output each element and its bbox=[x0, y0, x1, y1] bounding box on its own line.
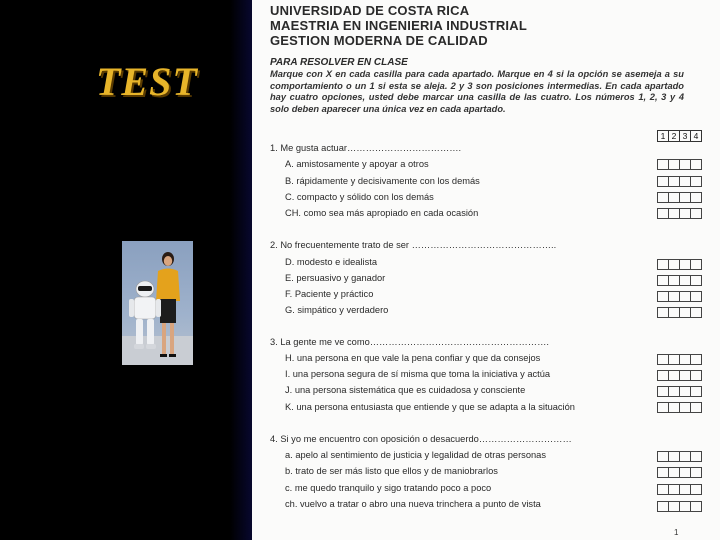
option-label: b. trato de ser más listo que ellos y de maniobrarlos bbox=[285, 466, 498, 476]
option-label: K. una persona entusiasta que entiende y que se adapta a la situación bbox=[285, 402, 575, 412]
option-label: A. amistosamente y apoyar a otros bbox=[285, 159, 429, 169]
rating-boxes[interactable] bbox=[657, 176, 702, 187]
option-label: CH. como sea más apropiado en cada ocasión bbox=[285, 208, 479, 218]
instructions-text: Marque con X en cada casilla para cada apartado. Marque en 4 si la opción se asemeja a su comportamiento o un 1 si esta se aleja. 2 y 3 son posiciones intermedias. En cada apartado hay cuatro opciones, usted debe marcar una casilla de las cuatro. Los números 1, 2, 3 y 4 solo deben aparecer una única vez en cada apartado. bbox=[270, 69, 684, 114]
rating-boxes[interactable] bbox=[657, 370, 702, 381]
option-label: B. rápidamente y decisivamente con los demás bbox=[285, 176, 480, 186]
course-heading: GESTION MODERNA DE CALIDAD bbox=[270, 33, 488, 48]
rating-boxes[interactable] bbox=[657, 208, 702, 219]
option-label: H. una persona en que vale la pena confiar y que da consejos bbox=[285, 353, 541, 363]
rating-boxes[interactable] bbox=[657, 386, 702, 397]
photo-woman-with-robot bbox=[122, 241, 193, 365]
scale-label: 4 bbox=[693, 131, 699, 141]
rating-boxes[interactable] bbox=[657, 451, 702, 462]
rating-boxes[interactable] bbox=[657, 484, 702, 495]
question-2: 2. No frecuentemente trato de ser ……………………………………….. bbox=[270, 240, 557, 250]
scale-label: 3 bbox=[680, 131, 691, 141]
option-label: ch. vuelvo a tratar o abro una nueva trinchera a punto de vista bbox=[285, 499, 541, 509]
rating-boxes[interactable] bbox=[657, 192, 702, 203]
page-number: 1 bbox=[674, 528, 679, 537]
rating-scale-header bbox=[657, 130, 702, 142]
option-label: J. una persona sistemática que es cuidadosa y consciente bbox=[285, 385, 526, 395]
slide-title: TEST bbox=[96, 59, 198, 104]
questionnaire-page bbox=[252, 0, 720, 540]
option-label: G. simpático y verdadero bbox=[285, 305, 389, 315]
rating-boxes[interactable] bbox=[657, 307, 702, 318]
question-4: 4. Si yo me encuentro con oposición o desacuerdo………………………… bbox=[270, 434, 572, 444]
scale-label: 1 bbox=[658, 131, 669, 141]
rating-boxes[interactable] bbox=[657, 259, 702, 270]
option-label: I. una persona segura de sí misma que toma la iniciativa y actúa bbox=[285, 369, 551, 379]
rating-boxes[interactable] bbox=[657, 402, 702, 413]
option-label: C. compacto y sólido con los demás bbox=[285, 192, 434, 202]
university-heading: UNIVERSIDAD DE COSTA RICA bbox=[270, 3, 470, 18]
program-heading: MAESTRIA EN INGENIERIA INDUSTRIAL bbox=[270, 18, 527, 33]
rating-boxes[interactable] bbox=[657, 275, 702, 286]
scale-label: 2 bbox=[669, 131, 680, 141]
question-1: 1. Me gusta actuar………………………………. bbox=[270, 143, 462, 153]
option-label: F. Paciente y práctico bbox=[285, 289, 374, 299]
question-3: 3. La gente me ve como…………………………………………………. bbox=[270, 337, 549, 347]
rating-boxes[interactable] bbox=[657, 291, 702, 302]
rating-boxes[interactable] bbox=[657, 354, 702, 365]
rating-boxes[interactable] bbox=[657, 467, 702, 478]
option-label: E. persuasivo y ganador bbox=[285, 273, 386, 283]
option-label: a. apelo al sentimiento de justicia y legalidad de otras personas bbox=[285, 450, 546, 460]
option-label: c. me quedo tranquilo y sigo tratando poco a poco bbox=[285, 483, 492, 493]
instructions-title: PARA RESOLVER EN CLASE bbox=[270, 57, 408, 68]
rating-boxes[interactable] bbox=[657, 501, 702, 512]
rating-boxes[interactable] bbox=[657, 159, 702, 170]
option-label: D. modesto e idealista bbox=[285, 257, 377, 267]
